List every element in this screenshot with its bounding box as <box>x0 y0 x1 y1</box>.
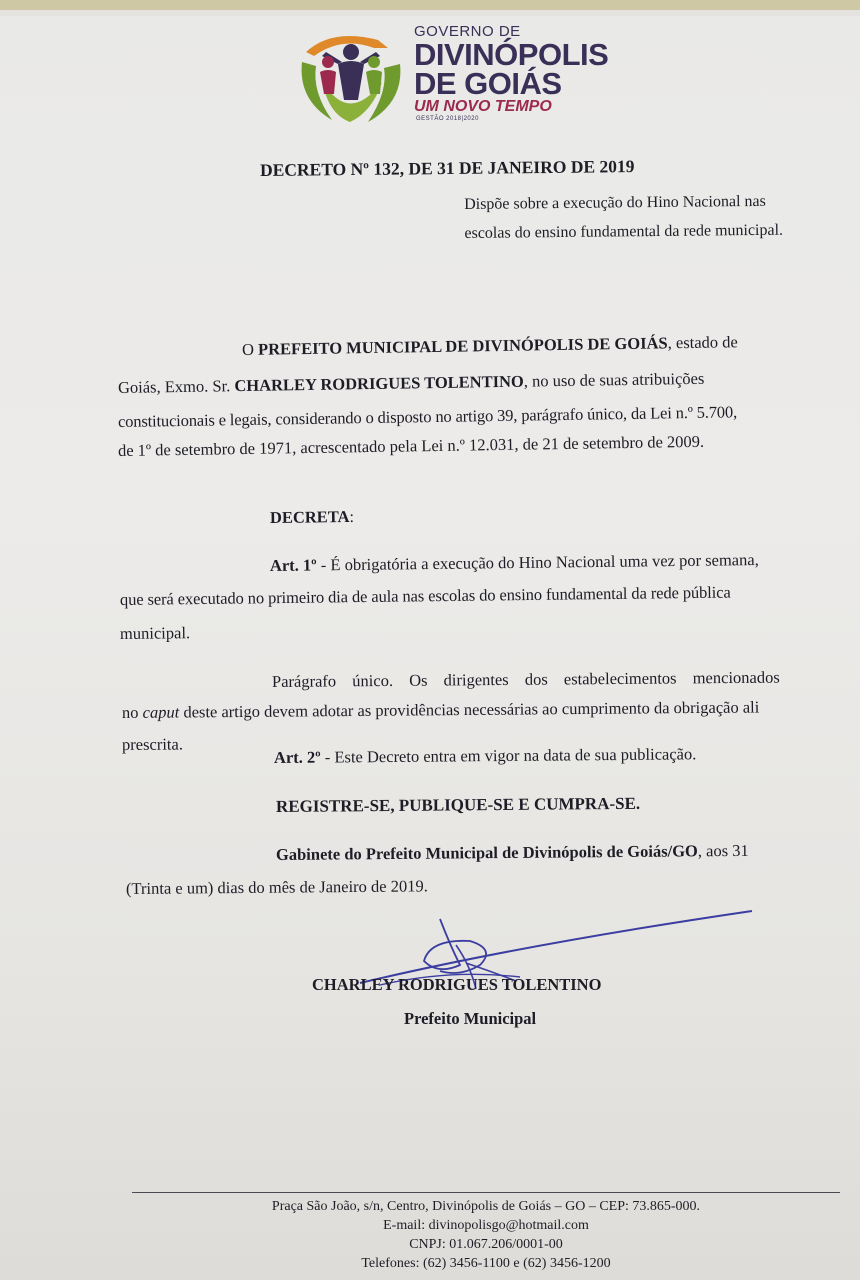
art1-line-3: municipal. <box>119 623 191 643</box>
paragrafo-l2-post: deste artigo devem adotar as providências necessárias ao cumprimento da obrigação ali <box>179 697 760 722</box>
footer-divider <box>132 1192 840 1193</box>
gabinete-line-2: (Trinta e um) dias do mês de Janeiro de 2019. <box>125 876 428 898</box>
decreta-word: DECRETA <box>269 507 350 527</box>
preamble-line-2 <box>118 369 705 398</box>
preamble-l1-post: , estado de <box>667 332 738 353</box>
gabinete-bold: Gabinete do Prefeito Municipal de Divinópolis de Goiás/GO <box>275 841 698 864</box>
preamble-l1-pre: O <box>241 339 259 359</box>
paragrafo-line-1: Parágrafo único. Os dirigentes dos estabelecimentos mencionados <box>271 667 780 691</box>
logo-city-line1: DIVINÓPOLIS <box>414 37 609 72</box>
paragrafo-caput: caput <box>142 702 180 722</box>
footer-phones: Telefones: (62) 3456-1100 e (62) 3456-1200 <box>361 1256 611 1271</box>
top-edge-shadow <box>0 10 860 16</box>
decree-title: DECRETO Nº 132, DE 31 DE JANEIRO DE 2019 <box>259 156 635 180</box>
registre-line: REGISTRE-SE, PUBLIQUE-SE E CUMPRA-SE. <box>275 793 641 816</box>
preamble-l1-bold: PREFEITO MUNICIPAL DE DIVINÓPOLIS DE GOIÁS <box>257 333 668 359</box>
paragrafo-l2-pre: no <box>121 702 143 722</box>
people-leaf-emblem-icon <box>292 22 410 126</box>
art2-label: Art. 2º <box>273 747 321 767</box>
logo-wordmark <box>414 24 624 122</box>
decreta-colon: : <box>349 506 355 527</box>
municipality-logo <box>292 22 622 132</box>
gabinete-line-1 <box>276 841 749 865</box>
preamble-l2-post: , no uso de suas atribuições <box>523 368 705 391</box>
signer-role: Prefeito Municipal <box>404 1009 537 1028</box>
footer-address: Praça São João, s/n, Centro, Divinópolis de Goiás – GO – CEP: 73.865-000. <box>271 1199 701 1214</box>
footer-cnpj: CNPJ: 01.067.206/0001-00 <box>409 1237 563 1252</box>
logo-city-line2: DE GOIÁS <box>414 66 562 101</box>
preamble-line-4: de 1º de setembro de 1971, acrescentado pela Lei n.º 12.031, de 21 de setembro de 2009. <box>117 431 705 460</box>
art2-line <box>274 744 697 768</box>
paragrafo-line-3: prescrita. <box>121 734 184 754</box>
decreta-heading <box>270 507 354 528</box>
art1-label: Art. 1º <box>269 555 317 575</box>
footer-email: E-mail: divinopolisgo@hotmail.com <box>383 1218 589 1233</box>
paragrafo-line-2 <box>122 697 759 723</box>
gabinete-post: , aos 31 <box>697 840 749 861</box>
decree-ementa: Dispõe sobre a execução do Hino Nacional nas escolas do ensino fundamental da rede municipal. <box>464 192 784 242</box>
preamble-l2-bold: CHARLEY RODRIGUES TOLENTINO <box>234 371 524 396</box>
signer-name: CHARLEY RODRIGUES TOLENTINO <box>312 975 602 994</box>
logo-slogan: UM NOVO TEMPO <box>414 98 552 115</box>
art1-text: - É obrigatória a execução do Hino Nacional uma vez por semana, <box>316 550 759 575</box>
logo-gestao: GESTÃO 2018|2020 <box>416 116 479 122</box>
logo-governo-text: GOVERNO DE <box>414 23 521 40</box>
preamble-line-1 <box>242 332 738 360</box>
preamble-l2-pre: Goiás, Exmo. Sr. <box>117 376 235 397</box>
handwritten-signature <box>320 905 760 1015</box>
art1-line-2: que será executado no primeiro dia de aula nas escolas do ensino fundamental da rede pública <box>119 582 731 609</box>
art1-line-1 <box>270 550 759 576</box>
art2-text: - Este Decreto entra em vigor na data de sua publicação. <box>320 744 697 767</box>
preamble-line-3: constitucionais e legais, considerando o disposto no artigo 39, parágrafo único, da Lei n.º 5.700, <box>117 402 738 431</box>
